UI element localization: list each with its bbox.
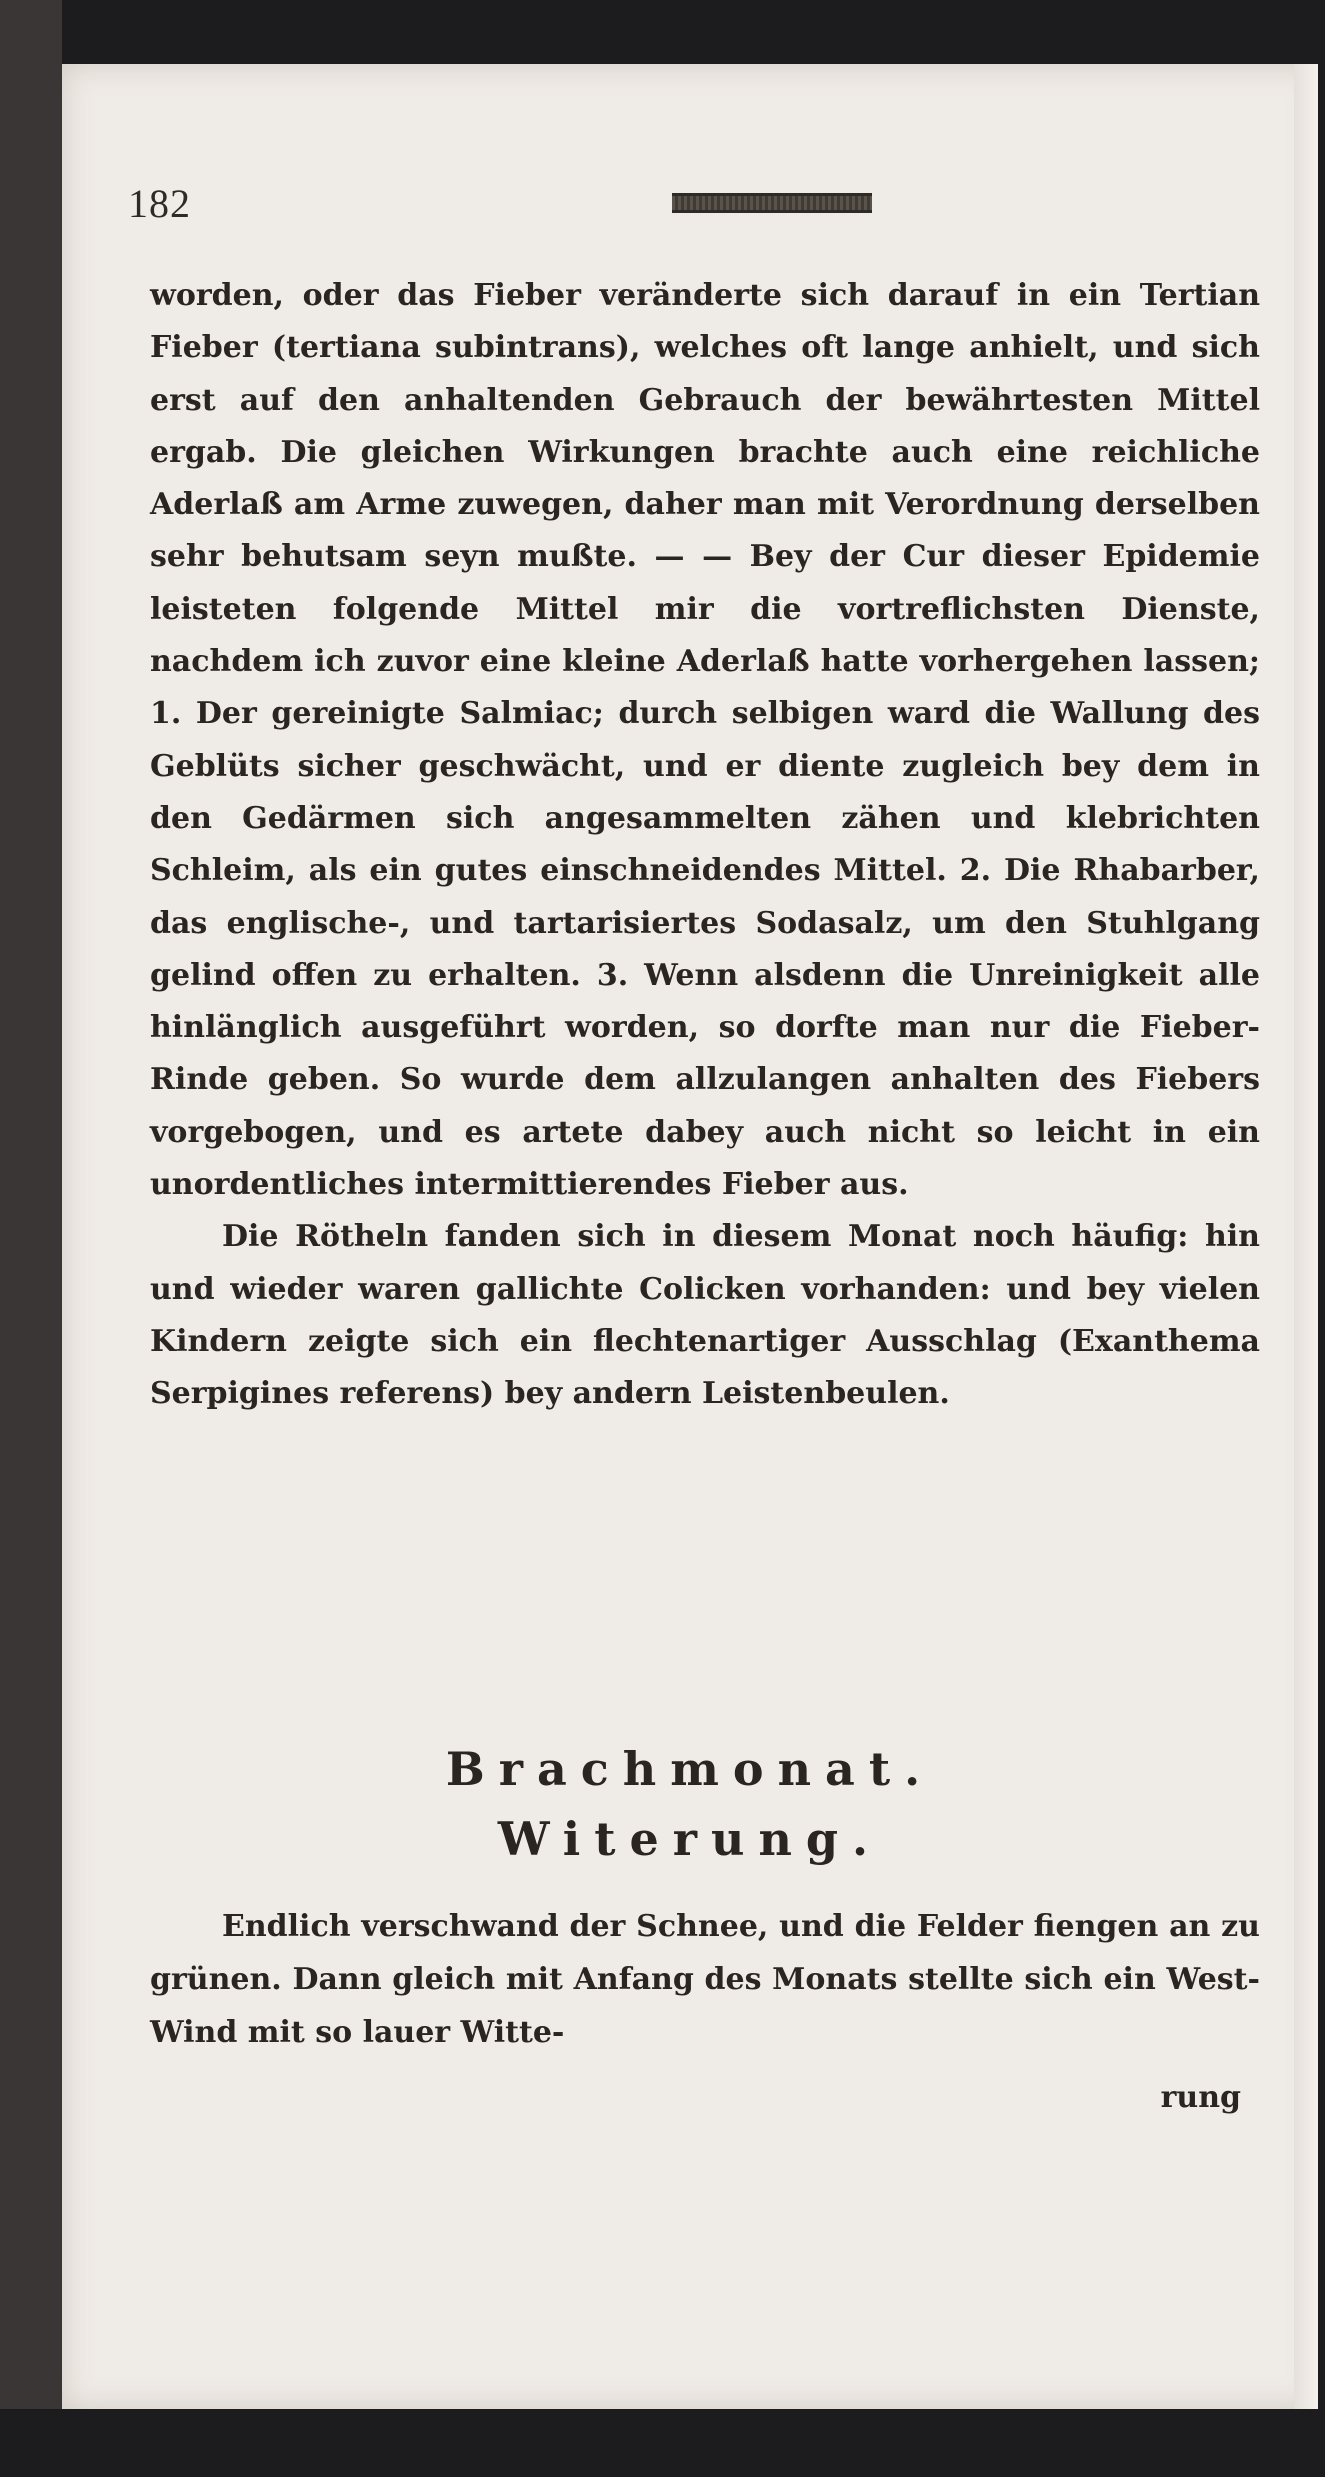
- page-number: 182: [128, 181, 191, 226]
- page-header: [128, 118, 1128, 228]
- section-heading-brachmonat: Brachmonat.: [445, 1742, 935, 1796]
- paragraph-fever: worden, oder das Fieber veränderte sich darauf in ein Tertian Fieber (tertiana subintrans), welches oft lange anhielt, und sich erst auf den anhaltenden Gebrauch der bewährtesten Mittel ergab. Die gleichen Wirkungen brachte auch eine reichliche Aderlaß am Arme zuwegen, daher man mit Verordnung derselben sehr behutsam seyn mußte. — — Bey der Cur dieser Epidemie leisteten folgende Mittel mir die vortreflichsten Dienste, nachdem ich zuvor eine kleine Aderlaß hatte vorhergehen lassen; 1. Der gereinigte Salmiac; durch selbigen ward die Wallung des Geblüts sicher geschwächt, und er diente zugleich bey dem in den Gedärmen sich angesammelten zähen und klebrichten Schleim, als ein gutes einschneidendes Mittel. 2. Die Rhabarber, das englische-, und tartarisiertes Sodasalz, um den Stuhlgang gelind offen zu erhalten. 3. Wenn alsdenn die Unreinigkeit alle hinlänglich ausgeführt worden, so dorfte man nur die Fieber-Rinde geben. So wurde dem allzulangen anhalten des Fiebers vorgebogen, und es artete dabey auch nicht so leicht in ein unordentliches intermittierendes Fieber aus.: [150, 278, 1260, 1203]
- catchword: rung: [1160, 2080, 1241, 2115]
- header-ornament: [672, 193, 872, 213]
- paragraph-weather: Endlich verschwand der Schnee, und die Felder fiengen an zu grünen. Dann gleich mit Anfang des Monats stellte sich ein West-Wind mit so lauer Witte-: [150, 1909, 1260, 2050]
- book-binding-edge: [0, 0, 62, 2477]
- section-subheading-witerung: Witerung.: [497, 1812, 883, 1866]
- main-text-block: [150, 270, 1260, 1421]
- weather-text-block: [150, 1900, 1260, 2059]
- scan-bottom-edge: [0, 2409, 1325, 2477]
- paragraph-roetheln: Die Rötheln fanden sich in diesem Monat noch häufig: hin und wieder waren gallichte Colicken vorhanden: und bey vielen Kindern zeigte sich ein flechtenartiger Ausschlag (Exanthema Serpigines referens) bey andern Leistenbeulen.: [150, 1219, 1260, 1412]
- page-edge: [1294, 64, 1318, 2409]
